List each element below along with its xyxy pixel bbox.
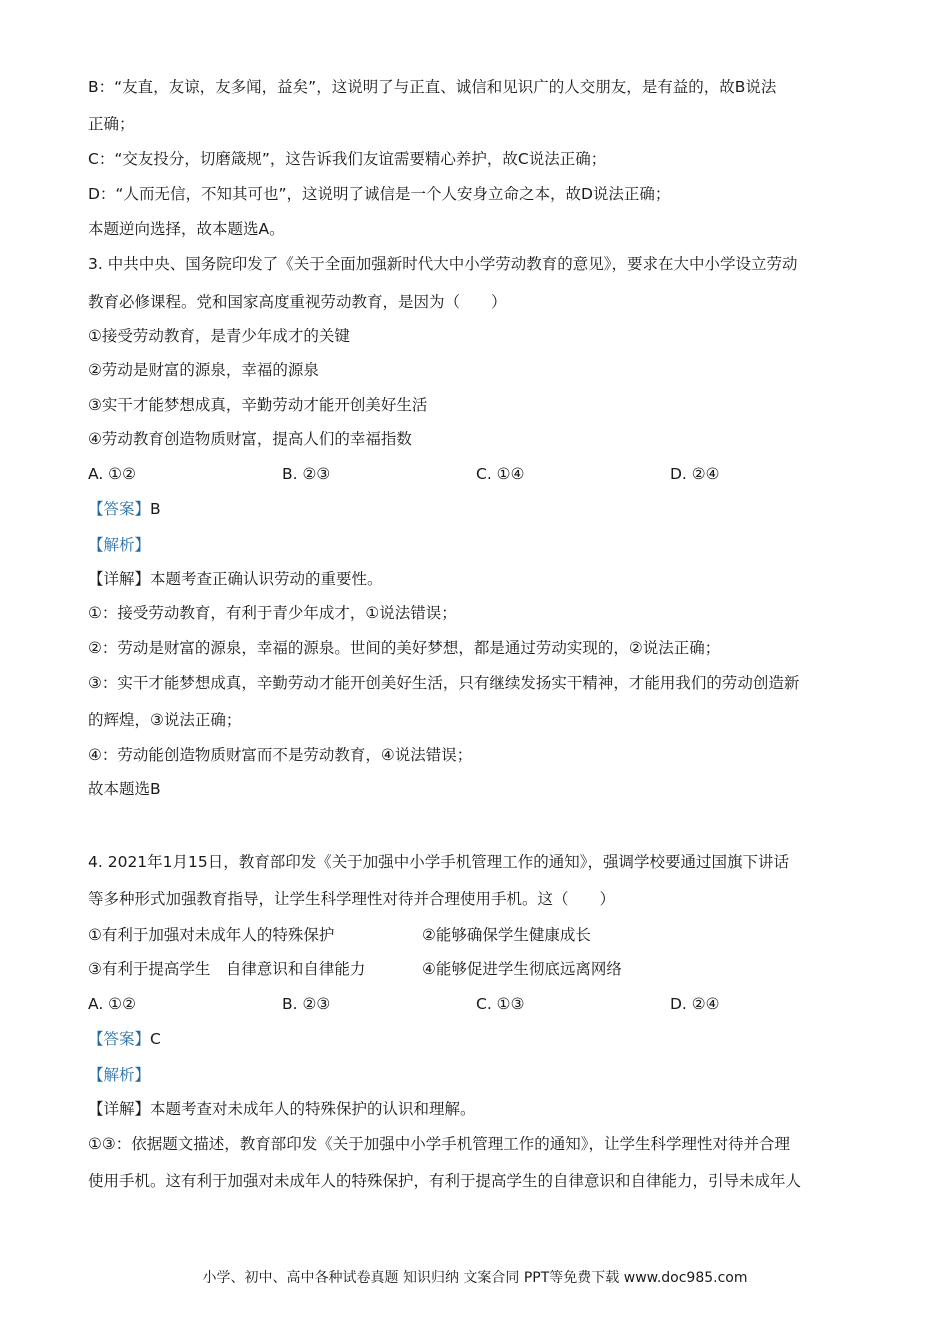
q3-explain-1: ①：接受劳动教育，有利于青少年成才，①说法错误； <box>88 604 457 622</box>
q3-explain-3-line1: ③：实干才能梦想成真，辛勤劳动才能开创美好生活，只有继续发扬实干精神，才能用我们的劳动创造新 <box>88 674 800 692</box>
answer-value: C <box>150 1030 161 1048</box>
answer-tag: 【答案】 <box>88 500 151 518</box>
q3-answer <box>88 498 862 520</box>
analysis-tag: 【解析】 <box>88 536 151 554</box>
q4-answer <box>88 1028 862 1050</box>
q3-option-a: A. ①② <box>88 465 136 483</box>
q3-detail <box>88 568 862 590</box>
q4-item-2: ②能够确保学生健康成长 <box>422 926 591 944</box>
detail-tag: 【详解】 <box>88 1100 151 1118</box>
q3-stem-line2: 教育必修课程。党和国家高度重视劳动教育，是因为（ ） <box>88 293 507 311</box>
q3-explain-3-line2: 的辉煌，③说法正确； <box>88 711 242 729</box>
q4-item-3: ③有利于提高学生 自律意识和自律能力 <box>88 960 366 978</box>
q3-explain-2: ②：劳动是财富的源泉，幸福的源泉。世间的美好梦想，都是通过劳动实现的，②说法正确； <box>88 639 721 657</box>
answer-value: B <box>150 500 161 518</box>
q3-stem-line1: 3. 中共中央、国务院印发了《关于全面加强新时代大中小学劳动教育的意见》，要求在大中小学设立劳动 <box>88 255 798 273</box>
q3-conclusion: 故本题选B <box>88 780 161 798</box>
q4-item-1: ①有利于加强对未成年人的特殊保护 <box>88 926 335 944</box>
q3-item-1: ①接受劳动教育，是青少年成才的关键 <box>88 327 350 345</box>
q3-item-4: ④劳动教育创造物质财富，提高人们的幸福指数 <box>88 430 412 448</box>
footer-url[interactable]: www.doc985.com <box>623 1270 748 1286</box>
q3-analysis <box>88 534 862 556</box>
q2-conclusion: 本题逆向选择，故本题选A。 <box>88 220 285 238</box>
q3-option-b: B. ②③ <box>282 465 331 483</box>
q4-stem-line1: 4. 2021年1月15日，教育部印发《关于加强中小学手机管理工作的通知》，强调学校要通过国旗下讲话 <box>88 853 789 871</box>
q3-option-d: D. ②④ <box>670 465 720 483</box>
footer-text: 小学、初中、高中各种试卷真题 知识归纳 文案合同 PPT等免费下载 <box>202 1270 620 1286</box>
q2-explain-b-line1: B：“友直，友谅，友多闻，益矣”，这说明了与正直、诚信和见识广的人交朋友，是有益的，故B说法 <box>88 78 777 96</box>
q3-option-c: C. ①④ <box>476 465 525 483</box>
q4-explain-1-line1: ①③：依据题文描述，教育部印发《关于加强中小学手机管理工作的通知》，让学生科学理性对待并合理 <box>88 1135 791 1153</box>
q2-explain-c: C：“交友投分，切磨箴规”，这告诉我们友谊需要精心养护，故C说法正确； <box>88 150 607 168</box>
q4-option-c: C. ①③ <box>476 995 525 1013</box>
q4-option-a: A. ①② <box>88 995 136 1013</box>
q4-option-b: B. ②③ <box>282 995 331 1013</box>
q2-explain-d: D：“人而无信，不知其可也”，这说明了诚信是一个人安身立命之本，故D说法正确； <box>88 185 671 203</box>
q4-stem-line2: 等多种形式加强教育指导，让学生科学理性对待并合理使用手机。这（ ） <box>88 890 616 908</box>
q4-analysis <box>88 1064 862 1086</box>
q3-item-3: ③实干才能梦想成真，辛勤劳动才能开创美好生活 <box>88 396 428 414</box>
analysis-tag: 【解析】 <box>88 1066 151 1084</box>
q3-item-2: ②劳动是财富的源泉，幸福的源泉 <box>88 361 319 379</box>
q4-option-d: D. ②④ <box>670 995 720 1013</box>
q4-item-4: ④能够促进学生彻底远离网络 <box>422 960 622 978</box>
page-footer <box>0 1268 950 1288</box>
q4-explain-1-line2: 使用手机。这有利于加强对未成年人的特殊保护，有利于提高学生的自律意识和自律能力，引导未成年人 <box>88 1172 802 1190</box>
answer-tag: 【答案】 <box>88 1030 151 1048</box>
detail-text: 本题考查对未成年人的特殊保护的认识和理解。 <box>150 1100 476 1118</box>
q3-explain-4: ④：劳动能创造物质财富而不是劳动教育，④说法错误； <box>88 746 473 764</box>
q4-detail <box>88 1098 862 1120</box>
q2-explain-b-line2: 正确； <box>88 115 135 133</box>
detail-text: 本题考查正确认识劳动的重要性。 <box>150 570 383 588</box>
detail-tag: 【详解】 <box>88 570 151 588</box>
